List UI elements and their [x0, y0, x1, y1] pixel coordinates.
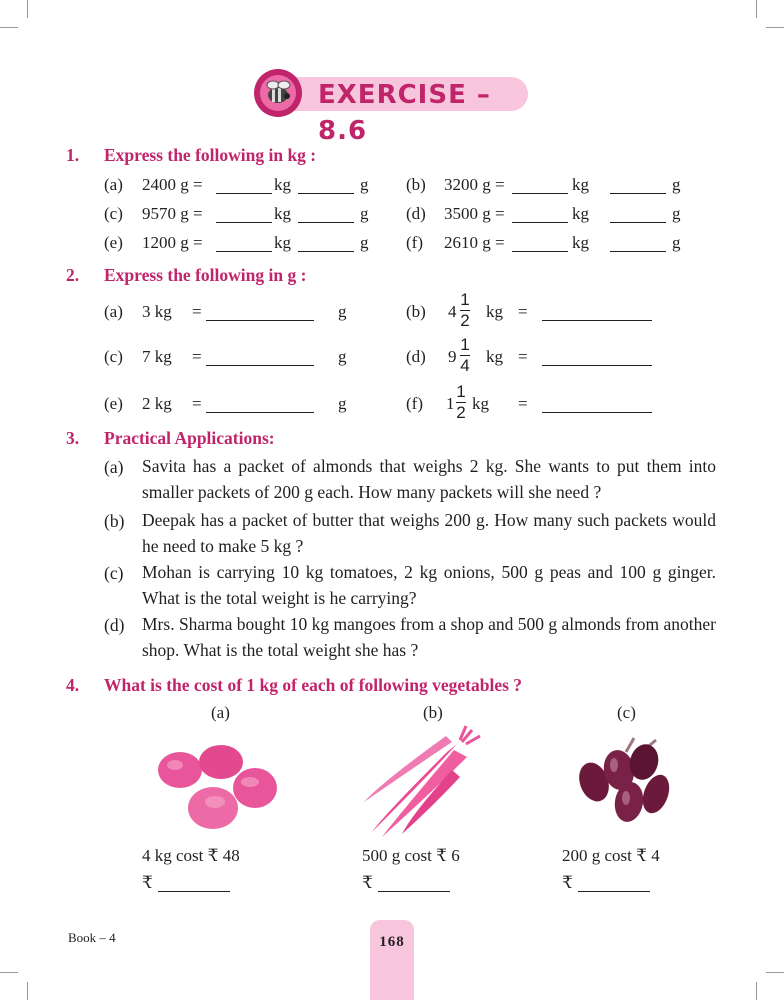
- answer-blank[interactable]: [298, 221, 354, 223]
- q2-item-d: [406, 335, 666, 379]
- answer-blank[interactable]: [158, 890, 230, 892]
- answer-blank[interactable]: [216, 221, 272, 223]
- unit-g: g: [672, 204, 681, 223]
- crop-mark: [27, 982, 28, 1000]
- crop-mark: [766, 972, 784, 973]
- q3-number: 3.: [66, 428, 80, 448]
- answer-a: [142, 873, 252, 893]
- header-logo: [254, 69, 302, 117]
- crop-mark: [0, 972, 18, 973]
- unit-g: g: [672, 175, 681, 194]
- equals: =: [192, 347, 202, 366]
- cost-a: 4 kg cost ₹ 48: [142, 846, 240, 865]
- q2-number: 2.: [66, 265, 80, 285]
- unit-g: g: [338, 302, 347, 321]
- item-expr: 9570 g =: [142, 204, 203, 223]
- item-expr: 1200 g =: [142, 233, 203, 252]
- item-expr: 3 kg: [142, 302, 172, 321]
- frac-numerator: 1: [456, 382, 466, 401]
- q1-number: 1.: [66, 145, 80, 165]
- unit-kg: kg: [572, 233, 589, 252]
- q2-item-e: [104, 394, 364, 414]
- answer-blank[interactable]: [512, 192, 568, 194]
- q3-label-a: (a): [104, 457, 124, 477]
- answer-blank[interactable]: [206, 319, 314, 321]
- item-expr: 2610 g =: [444, 233, 505, 252]
- unit-kg: kg: [572, 204, 589, 223]
- item-expr: 7 kg: [142, 347, 172, 366]
- answer-b: [362, 873, 472, 893]
- equals: =: [518, 394, 528, 413]
- equals: =: [518, 302, 528, 321]
- crop-mark: [27, 0, 28, 18]
- q1-item-e: [104, 233, 404, 253]
- answer-blank[interactable]: [512, 221, 568, 223]
- unit-kg: kg: [486, 302, 503, 321]
- exercise-header: [252, 68, 532, 146]
- item-expr: 3500 g =: [444, 204, 505, 223]
- q2-item-c: [104, 347, 364, 367]
- frac-denominator: 2: [456, 403, 466, 422]
- item-label: (a): [104, 302, 123, 321]
- unit-kg: kg: [472, 394, 489, 413]
- q2-title: Express the following in g :: [104, 265, 307, 285]
- item-label: (f): [406, 233, 423, 252]
- item-expr: 2400 g =: [142, 175, 203, 194]
- item-label: (d): [406, 204, 426, 223]
- unit-g: g: [338, 347, 347, 366]
- answer-blank[interactable]: [216, 250, 272, 252]
- frac-numerator: 1: [460, 290, 470, 309]
- unit-kg: kg: [486, 347, 503, 366]
- item-label: (e): [104, 394, 123, 413]
- unit-g: g: [360, 204, 369, 223]
- book-label: Book – 4: [68, 930, 116, 945]
- q2-item-b: [406, 290, 666, 334]
- crop-mark: [0, 27, 18, 28]
- equals: =: [192, 394, 202, 413]
- page-number: 168: [379, 934, 405, 950]
- answer-blank[interactable]: [610, 221, 666, 223]
- cost-b: 500 g cost ₹ 6: [362, 846, 460, 865]
- item-label: (f): [406, 394, 423, 413]
- q3-text-c: Mohan is carrying 10 kg tomatoes, 2 kg onions, 500 g peas and 100 g ginger. What is the total weight is he carrying?: [142, 562, 716, 608]
- answer-blank[interactable]: [578, 890, 650, 892]
- q3-text-a: Savita has a packet of almonds that weighs 2 kg. She wants to put them into smaller packets of 200 g each. How many packets will she need ?: [142, 456, 716, 502]
- answer-blank[interactable]: [206, 364, 314, 366]
- q1-item-a: [104, 175, 404, 195]
- item-label: (b): [406, 302, 426, 321]
- q3-text-d: Mrs. Sharma bought 10 kg mangoes from a shop and 500 g almonds from another shop. What is the total weight she has ?: [142, 614, 717, 660]
- answer-c: [562, 873, 672, 893]
- answer-blank[interactable]: [610, 192, 666, 194]
- unit-g: g: [360, 175, 369, 194]
- unit-g: g: [360, 233, 369, 252]
- frac-whole: 1: [446, 394, 455, 413]
- veg-label-a: (a): [211, 703, 230, 722]
- cost-c: 200 g cost ₹ 4: [562, 846, 660, 865]
- q1-item-c: [104, 204, 404, 224]
- item-label: (b): [406, 175, 426, 194]
- bee-icon: [263, 79, 293, 107]
- item-label: (a): [104, 175, 123, 194]
- equals: =: [518, 347, 528, 366]
- potatoes-image: [155, 740, 280, 835]
- unit-g: g: [338, 394, 347, 413]
- header-title: EXERCISE – 8.6: [318, 80, 491, 146]
- rupee-icon: ₹: [562, 873, 573, 892]
- carrots-image: [362, 722, 482, 840]
- frac-denominator: 2: [460, 311, 470, 330]
- veg-label-c: (c): [617, 703, 636, 722]
- answer-blank[interactable]: [542, 364, 652, 366]
- equals: =: [192, 302, 202, 321]
- q3-text-b: Deepak has a packet of butter that weighs 200 g. How many such packets would he need to make 5 kg ?: [142, 510, 716, 556]
- q1-item-f: [406, 233, 706, 253]
- unit-kg: kg: [274, 233, 291, 252]
- crop-mark: [756, 0, 757, 18]
- q1-title: Express the following in kg :: [104, 145, 317, 165]
- frac-whole: 4: [448, 302, 457, 321]
- item-expr: 2 kg: [142, 394, 172, 413]
- answer-blank[interactable]: [542, 411, 652, 413]
- item-expr: 3200 g =: [444, 175, 505, 194]
- unit-kg: kg: [274, 175, 291, 194]
- unit-g: g: [672, 233, 681, 252]
- answer-blank[interactable]: [512, 250, 568, 252]
- q1-item-b: [406, 175, 706, 195]
- frac-whole: 9: [448, 347, 457, 366]
- eggplants-image: [574, 732, 674, 832]
- item-label: (c): [104, 204, 123, 223]
- q2-item-a: [104, 302, 364, 322]
- veg-label-b: (b): [423, 703, 443, 722]
- frac-denominator: 4: [460, 356, 470, 375]
- answer-blank[interactable]: [610, 250, 666, 252]
- answer-blank[interactable]: [378, 890, 450, 892]
- q3-label-b: (b): [104, 511, 125, 531]
- page-number-tab: [370, 920, 414, 1000]
- answer-blank[interactable]: [298, 192, 354, 194]
- q2-item-f: [406, 382, 666, 426]
- answer-blank[interactable]: [542, 319, 652, 321]
- unit-kg: kg: [274, 204, 291, 223]
- q1-item-d: [406, 204, 706, 224]
- answer-blank[interactable]: [206, 411, 314, 413]
- item-label: (e): [104, 233, 123, 252]
- answer-blank[interactable]: [216, 192, 272, 194]
- q3-label-d: (d): [104, 615, 125, 635]
- crop-mark: [756, 982, 757, 1000]
- rupee-icon: ₹: [362, 873, 373, 892]
- unit-kg: kg: [572, 175, 589, 194]
- q3-label-c: (c): [104, 563, 124, 583]
- item-label: (d): [406, 347, 426, 366]
- frac-numerator: 1: [460, 335, 470, 354]
- rupee-icon: ₹: [142, 873, 153, 892]
- q3-title: Practical Applications:: [104, 428, 275, 448]
- item-label: (c): [104, 347, 123, 366]
- q4-title: What is the cost of 1 kg of each of following vegetables ?: [104, 675, 523, 695]
- crop-mark: [766, 27, 784, 28]
- answer-blank[interactable]: [298, 250, 354, 252]
- q4-number: 4.: [66, 675, 80, 695]
